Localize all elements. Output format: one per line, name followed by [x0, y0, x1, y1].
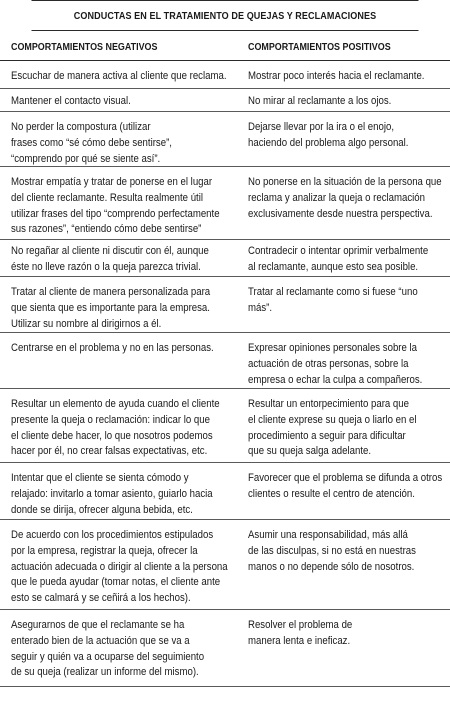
- positive-behavior-cell: Resolver el problema de manera lenta e ineficaz.: [248, 619, 353, 647]
- table-row: [0, 520, 450, 610]
- negative-behavior-cell: Resultar un elemento de ayuda cuando el cliente presente la queja o reclamación: indicar lo que el cliente debe hacer, lo que nosotros podemos hacer por él, no crear falsas expectativas, etc.: [11, 398, 220, 458]
- table-row: [0, 240, 450, 277]
- negative-behavior-cell: Centrarse en el problema y no en las personas.: [11, 342, 214, 354]
- table-row: [0, 167, 450, 240]
- column-header-positive: COMPORTAMIENTOS POSITIVOS: [248, 42, 391, 53]
- table-row: [0, 61, 450, 89]
- negative-behavior-cell: Intentar que el cliente se sienta cómodo y relajado: invitarlo a tomar asiento, guiarlo hacia donde se dirija, ofrecer alguna bebida, etc.: [11, 472, 213, 516]
- table-row: [0, 112, 450, 167]
- positive-behavior-cell: Contradecir o intentar oprimir verbalmente al reclamante, aunque esto sea posible.: [248, 245, 429, 273]
- table-header-row: [0, 31, 450, 61]
- table-row: [0, 333, 450, 389]
- positive-behavior-cell: Mostrar poco interés hacia el reclamante.: [248, 70, 425, 82]
- table-body: [0, 31, 450, 687]
- table-title: CONDUCTAS EN EL TRATAMIENTO DE QUEJAS Y RECLAMACIONES: [32, 0, 419, 31]
- table-row: [0, 610, 450, 687]
- negative-behavior-cell: Tratar al cliente de manera personalizada para que sienta que es importante para la empresa. Utilizar su nombre al dirigirnos a él.: [11, 286, 211, 330]
- negative-behavior-cell: No perder la compostura (utilizar frases como “sé cómo debe sentirse”, “comprendo por qué se siente así”.: [11, 121, 172, 165]
- positive-behavior-cell: Tratar al reclamante como si fuese “uno más”.: [248, 286, 418, 314]
- positive-behavior-cell: Expresar opiniones personales sobre la actuación de otras personas, sobre la empresa o echar la culpa a compañeros.: [248, 342, 423, 386]
- negative-behavior-cell: Mantener el contacto visual.: [11, 95, 131, 107]
- negative-behavior-cell: No regañar al cliente ni discutir con él, aunque éste no lleve razón o la queja parezca trivial.: [11, 245, 209, 273]
- table-row: [0, 389, 450, 463]
- positive-behavior-cell: No mirar al reclamante a los ojos.: [248, 95, 392, 107]
- positive-behavior-cell: Dejarse llevar por la ira o el enojo, haciendo del problema algo personal.: [248, 121, 409, 149]
- positive-behavior-cell: Resultar un entorpecimiento para que el cliente exprese su queja o liarlo en el procedimiento a seguir para dificultar que su queja salga adelante.: [248, 398, 417, 458]
- positive-behavior-cell: Favorecer que el problema se difunda a otros clientes o resulte el centro de atención.: [248, 472, 443, 500]
- table-row: [0, 89, 450, 112]
- table-row: [0, 277, 450, 333]
- negative-behavior-cell: De acuerdo con los procedimientos estipulados por la empresa, registrar la queja, ofrecer la actuación adecuada o dirigir al cliente a la persona que le pueda ayudar (tomar notas, el cliente ante esto se calmará y se ceñirá a los hechos).: [11, 529, 228, 605]
- negative-behavior-cell: Mostrar empatía y tratar de ponerse en el lugar del cliente reclamante. Resulta realmente útil utilizar frases del tipo “comprendo perfectamente sus razones”, “entiendo cómo debe sentirse”: [11, 176, 220, 236]
- column-header-negative: COMPORTAMIENTOS NEGATIVOS: [11, 42, 158, 53]
- positive-behavior-cell: Asumir una responsabilidad, más allá de las disculpas, si no está en nuestras manos o no depende sólo de nosotros.: [248, 529, 416, 573]
- table-row: [0, 463, 450, 520]
- negative-behavior-cell: Escuchar de manera activa al cliente que reclama.: [11, 70, 227, 82]
- negative-behavior-cell: Asegurarnos de que el reclamante se ha enterado bien de la actuación que se va a seguir y quién va a ocuparse del seguimiento de su queja (realizar un informe del mismo).: [11, 619, 205, 679]
- positive-behavior-cell: No ponerse en la situación de la persona que reclama y analizar la queja o reclamación exclusivamente desde nuestra perspectiva.: [248, 176, 442, 220]
